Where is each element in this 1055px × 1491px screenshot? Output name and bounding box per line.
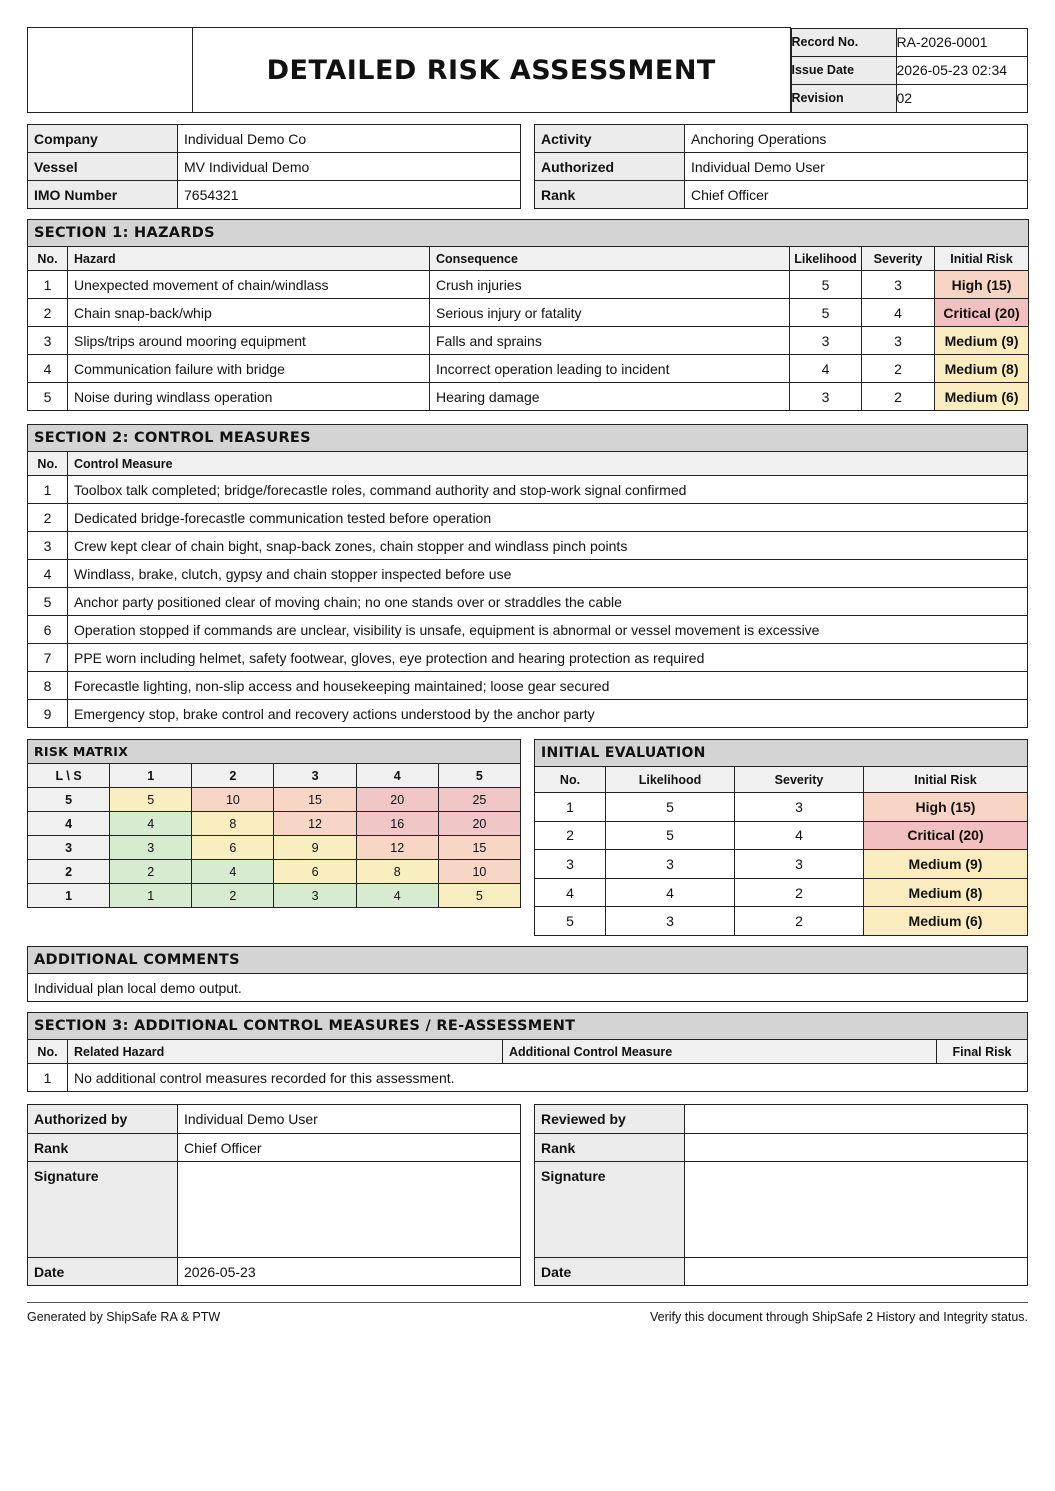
col-initial-risk: Initial Risk bbox=[935, 247, 1029, 271]
matrix-cell: 8 bbox=[192, 812, 274, 836]
matrix-cell: 20 bbox=[438, 812, 520, 836]
risk-matrix-title: RISK MATRIX bbox=[28, 740, 521, 764]
matrix-row bbox=[28, 836, 521, 860]
record-meta bbox=[791, 28, 1029, 113]
evaluation-initial-risk: Medium (9) bbox=[864, 850, 1028, 879]
control-no: 9 bbox=[28, 700, 68, 728]
matrix-row bbox=[28, 860, 521, 884]
matrix-col-header: 3 bbox=[274, 764, 356, 788]
activity-value: Anchoring Operations bbox=[685, 125, 1028, 153]
control-measures-table bbox=[27, 424, 1028, 728]
evaluation-initial-risk: Critical (20) bbox=[864, 821, 1028, 850]
document-header bbox=[27, 27, 1028, 113]
control-row bbox=[28, 476, 1028, 504]
reviewer-signature-field[interactable] bbox=[685, 1162, 1028, 1258]
vessel-label: Vessel bbox=[28, 153, 178, 181]
matrix-cell: 6 bbox=[192, 836, 274, 860]
signature-label: Signature bbox=[28, 1162, 178, 1258]
col-additional-control: Additional Control Measure bbox=[503, 1040, 937, 1064]
col-final-risk: Final Risk bbox=[937, 1040, 1028, 1064]
hazard-no: 5 bbox=[28, 383, 68, 411]
hazard-name: Unexpected movement of chain/windlass bbox=[68, 271, 430, 299]
control-row bbox=[28, 504, 1028, 532]
col-related-hazard: Related Hazard bbox=[68, 1040, 503, 1064]
col-hazard: Hazard bbox=[68, 247, 430, 271]
matrix-cell: 25 bbox=[438, 788, 520, 812]
imo-value: 7654321 bbox=[178, 181, 521, 209]
authorized-by-value: Individual Demo User bbox=[178, 1105, 521, 1134]
record-no-label: Record No. bbox=[791, 28, 896, 56]
control-no: 2 bbox=[28, 504, 68, 532]
col-no: No. bbox=[28, 1040, 68, 1064]
evaluation-no: 2 bbox=[535, 821, 606, 850]
evaluation-likelihood: 3 bbox=[606, 907, 735, 936]
col-no: No. bbox=[535, 767, 606, 793]
evaluation-severity: 3 bbox=[735, 793, 864, 822]
reassessment-table bbox=[27, 1012, 1028, 1092]
col-no: No. bbox=[28, 247, 68, 271]
evaluation-no: 3 bbox=[535, 850, 606, 879]
hazard-likelihood: 4 bbox=[790, 355, 862, 383]
hazard-row bbox=[28, 299, 1029, 327]
section1-title: SECTION 1: HAZARDS bbox=[28, 220, 1029, 247]
evaluation-likelihood: 4 bbox=[606, 878, 735, 907]
info-right bbox=[534, 124, 1028, 209]
evaluation-initial-risk: Medium (6) bbox=[864, 907, 1028, 936]
issue-date-label: Issue Date bbox=[791, 56, 896, 84]
reassessment-row-text: No additional control measures recorded for this assessment. bbox=[68, 1064, 1028, 1092]
control-no: 4 bbox=[28, 560, 68, 588]
matrix-cell: 1 bbox=[110, 884, 192, 908]
control-row bbox=[28, 560, 1028, 588]
matrix-col-header: 5 bbox=[438, 764, 520, 788]
hazard-name: Noise during windlass operation bbox=[68, 383, 430, 411]
matrix-cell: 5 bbox=[438, 884, 520, 908]
matrix-cell: 3 bbox=[110, 836, 192, 860]
matrix-row-header: 1 bbox=[28, 884, 110, 908]
control-row bbox=[28, 532, 1028, 560]
hazard-likelihood: 3 bbox=[790, 383, 862, 411]
hazard-name: Chain snap-back/whip bbox=[68, 299, 430, 327]
comments-title: ADDITIONAL COMMENTS bbox=[28, 947, 1028, 974]
col-severity: Severity bbox=[735, 767, 864, 793]
reassessment-row-no: 1 bbox=[28, 1064, 68, 1092]
document-title: DETAILED RISK ASSESSMENT bbox=[193, 28, 791, 113]
control-row bbox=[28, 672, 1028, 700]
hazard-severity: 2 bbox=[862, 383, 935, 411]
signoff-right bbox=[534, 1104, 1028, 1286]
hazard-severity: 3 bbox=[862, 327, 935, 355]
matrix-cell: 2 bbox=[192, 884, 274, 908]
reviewer-date-value[interactable] bbox=[685, 1258, 1028, 1286]
matrix-row-header: 5 bbox=[28, 788, 110, 812]
signoff-rank-label: Rank bbox=[28, 1134, 178, 1162]
initial-evaluation-table bbox=[534, 739, 1028, 936]
evaluation-no: 1 bbox=[535, 793, 606, 822]
hazards-table bbox=[27, 219, 1029, 411]
matrix-row-header: 2 bbox=[28, 860, 110, 884]
hazard-consequence: Falls and sprains bbox=[430, 327, 790, 355]
footer-generated-by: Generated by ShipSafe RA & PTW bbox=[27, 1310, 221, 1324]
control-text: Forecastle lighting, non-slip access and housekeeping maintained; loose gear secured bbox=[68, 672, 1028, 700]
hazard-initial-risk: Medium (8) bbox=[935, 355, 1029, 383]
evaluation-likelihood: 5 bbox=[606, 793, 735, 822]
evaluation-no: 4 bbox=[535, 878, 606, 907]
authorized-label: Authorized bbox=[535, 153, 685, 181]
control-text: Crew kept clear of chain bight, snap-back zones, chain stopper and windlass pinch points bbox=[68, 532, 1028, 560]
hazard-initial-risk: Medium (9) bbox=[935, 327, 1029, 355]
control-no: 1 bbox=[28, 476, 68, 504]
hazard-consequence: Incorrect operation leading to incident bbox=[430, 355, 790, 383]
revision-value: 02 bbox=[896, 84, 1028, 112]
matrix-row bbox=[28, 788, 521, 812]
info-left bbox=[27, 124, 521, 209]
hazard-likelihood: 5 bbox=[790, 299, 862, 327]
hazard-initial-risk: Critical (20) bbox=[935, 299, 1029, 327]
hazard-severity: 2 bbox=[862, 355, 935, 383]
matrix-cell: 9 bbox=[274, 836, 356, 860]
control-no: 6 bbox=[28, 616, 68, 644]
section2-title: SECTION 2: CONTROL MEASURES bbox=[28, 425, 1028, 452]
matrix-col-header: 1 bbox=[110, 764, 192, 788]
matrix-cell: 12 bbox=[356, 836, 438, 860]
hazard-name: Slips/trips around mooring equipment bbox=[68, 327, 430, 355]
control-row bbox=[28, 644, 1028, 672]
hazard-severity: 3 bbox=[862, 271, 935, 299]
control-text: Toolbox talk completed; bridge/forecastle roles, command authority and stop-work signal confirmed bbox=[68, 476, 1028, 504]
evaluation-row bbox=[535, 821, 1028, 850]
matrix-row bbox=[28, 884, 521, 908]
hazard-no: 2 bbox=[28, 299, 68, 327]
control-row bbox=[28, 588, 1028, 616]
matrix-col-header: 4 bbox=[356, 764, 438, 788]
matrix-row bbox=[28, 812, 521, 836]
hazard-row bbox=[28, 383, 1029, 411]
rank-label: Rank bbox=[535, 181, 685, 209]
logo-placeholder bbox=[28, 28, 193, 113]
footer-divider bbox=[27, 1302, 1028, 1303]
hazard-row bbox=[28, 327, 1029, 355]
hazard-consequence: Serious injury or fatality bbox=[430, 299, 790, 327]
matrix-cell: 15 bbox=[274, 788, 356, 812]
evaluation-initial-risk: Medium (8) bbox=[864, 878, 1028, 907]
control-text: PPE worn including helmet, safety footwear, gloves, eye protection and hearing protection as required bbox=[68, 644, 1028, 672]
hazard-initial-risk: Medium (6) bbox=[935, 383, 1029, 411]
evaluation-severity: 2 bbox=[735, 907, 864, 936]
reviewer-signature-label: Signature bbox=[535, 1162, 685, 1258]
hazard-likelihood: 3 bbox=[790, 327, 862, 355]
hazard-no: 1 bbox=[28, 271, 68, 299]
matrix-cell: 15 bbox=[438, 836, 520, 860]
evaluation-severity: 3 bbox=[735, 850, 864, 879]
hazard-consequence: Hearing damage bbox=[430, 383, 790, 411]
matrix-cell: 4 bbox=[110, 812, 192, 836]
signoff-rank-value: Chief Officer bbox=[178, 1134, 521, 1162]
evaluation-likelihood: 3 bbox=[606, 850, 735, 879]
matrix-cell: 12 bbox=[274, 812, 356, 836]
rank-value: Chief Officer bbox=[685, 181, 1028, 209]
risk-matrix bbox=[27, 739, 521, 908]
hazard-likelihood: 5 bbox=[790, 271, 862, 299]
reviewer-rank-label: Rank bbox=[535, 1134, 685, 1162]
evaluation-row bbox=[535, 793, 1028, 822]
comments-table bbox=[27, 946, 1028, 1002]
control-text: Emergency stop, brake control and recovery actions understood by the anchor party bbox=[68, 700, 1028, 728]
matrix-cell: 5 bbox=[110, 788, 192, 812]
matrix-cell: 4 bbox=[356, 884, 438, 908]
hazard-no: 3 bbox=[28, 327, 68, 355]
control-row bbox=[28, 700, 1028, 728]
record-no-value: RA-2026-0001 bbox=[896, 28, 1028, 56]
reviewer-rank-value[interactable] bbox=[685, 1134, 1028, 1162]
matrix-cell: 10 bbox=[192, 788, 274, 812]
matrix-cell: 20 bbox=[356, 788, 438, 812]
hazard-no: 4 bbox=[28, 355, 68, 383]
control-no: 5 bbox=[28, 588, 68, 616]
matrix-row-header: 3 bbox=[28, 836, 110, 860]
activity-label: Activity bbox=[535, 125, 685, 153]
authorized-by-label: Authorized by bbox=[28, 1105, 178, 1134]
control-no: 7 bbox=[28, 644, 68, 672]
col-consequence: Consequence bbox=[430, 247, 790, 271]
control-no: 3 bbox=[28, 532, 68, 560]
revision-label: Revision bbox=[791, 84, 896, 112]
evaluation-row bbox=[535, 907, 1028, 936]
col-no: No. bbox=[28, 452, 68, 476]
matrix-cell: 2 bbox=[110, 860, 192, 884]
col-initial-risk: Initial Risk bbox=[864, 767, 1028, 793]
matrix-cell: 4 bbox=[192, 860, 274, 884]
col-likelihood: Likelihood bbox=[606, 767, 735, 793]
hazard-row bbox=[28, 355, 1029, 383]
control-row bbox=[28, 616, 1028, 644]
evaluation-likelihood: 5 bbox=[606, 821, 735, 850]
evaluation-initial-risk: High (15) bbox=[864, 793, 1028, 822]
signoff-left bbox=[27, 1104, 521, 1286]
control-no: 8 bbox=[28, 672, 68, 700]
comments-text: Individual plan local demo output. bbox=[28, 974, 1028, 1002]
section3-title: SECTION 3: ADDITIONAL CONTROL MEASURES / RE-ASSESSMENT bbox=[28, 1013, 1028, 1040]
footer-verify-note: Verify this document through ShipSafe 2 History and Integrity status. bbox=[650, 1310, 1028, 1324]
col-likelihood: Likelihood bbox=[790, 247, 862, 271]
control-text: Windlass, brake, clutch, gypsy and chain stopper inspected before use bbox=[68, 560, 1028, 588]
hazard-consequence: Crush injuries bbox=[430, 271, 790, 299]
hazard-initial-risk: High (15) bbox=[935, 271, 1029, 299]
signoff-date-value: 2026-05-23 bbox=[178, 1258, 521, 1286]
matrix-cell: 8 bbox=[356, 860, 438, 884]
company-value: Individual Demo Co bbox=[178, 125, 521, 153]
hazard-row bbox=[28, 271, 1029, 299]
reviewer-date-label: Date bbox=[535, 1258, 685, 1286]
evaluation-severity: 4 bbox=[735, 821, 864, 850]
reviewed-by-value[interactable] bbox=[685, 1105, 1028, 1134]
matrix-cell: 10 bbox=[438, 860, 520, 884]
control-text: Anchor party positioned clear of moving chain; no one stands over or straddles the cable bbox=[68, 588, 1028, 616]
issue-date-value: 2026-05-23 02:34 bbox=[896, 56, 1028, 84]
company-label: Company bbox=[28, 125, 178, 153]
initial-evaluation-title: INITIAL EVALUATION bbox=[535, 740, 1028, 767]
evaluation-row bbox=[535, 878, 1028, 907]
evaluation-row bbox=[535, 850, 1028, 879]
hazard-severity: 4 bbox=[862, 299, 935, 327]
hazard-name: Communication failure with bridge bbox=[68, 355, 430, 383]
authorized-value: Individual Demo User bbox=[685, 153, 1028, 181]
evaluation-no: 5 bbox=[535, 907, 606, 936]
matrix-cell: 16 bbox=[356, 812, 438, 836]
matrix-col-header: 2 bbox=[192, 764, 274, 788]
reviewed-by-label: Reviewed by bbox=[535, 1105, 685, 1134]
signoff-date-label: Date bbox=[28, 1258, 178, 1286]
control-text: Operation stopped if commands are unclear, visibility is unsafe, equipment is abnormal or vessel movement is excessive bbox=[68, 616, 1028, 644]
col-control-measure: Control Measure bbox=[68, 452, 1028, 476]
matrix-corner: L \ S bbox=[28, 764, 110, 788]
signature-field[interactable] bbox=[178, 1162, 521, 1258]
matrix-row-header: 4 bbox=[28, 812, 110, 836]
matrix-cell: 3 bbox=[274, 884, 356, 908]
vessel-value: MV Individual Demo bbox=[178, 153, 521, 181]
col-severity: Severity bbox=[862, 247, 935, 271]
imo-label: IMO Number bbox=[28, 181, 178, 209]
control-text: Dedicated bridge-forecastle communication tested before operation bbox=[68, 504, 1028, 532]
evaluation-severity: 2 bbox=[735, 878, 864, 907]
matrix-cell: 6 bbox=[274, 860, 356, 884]
